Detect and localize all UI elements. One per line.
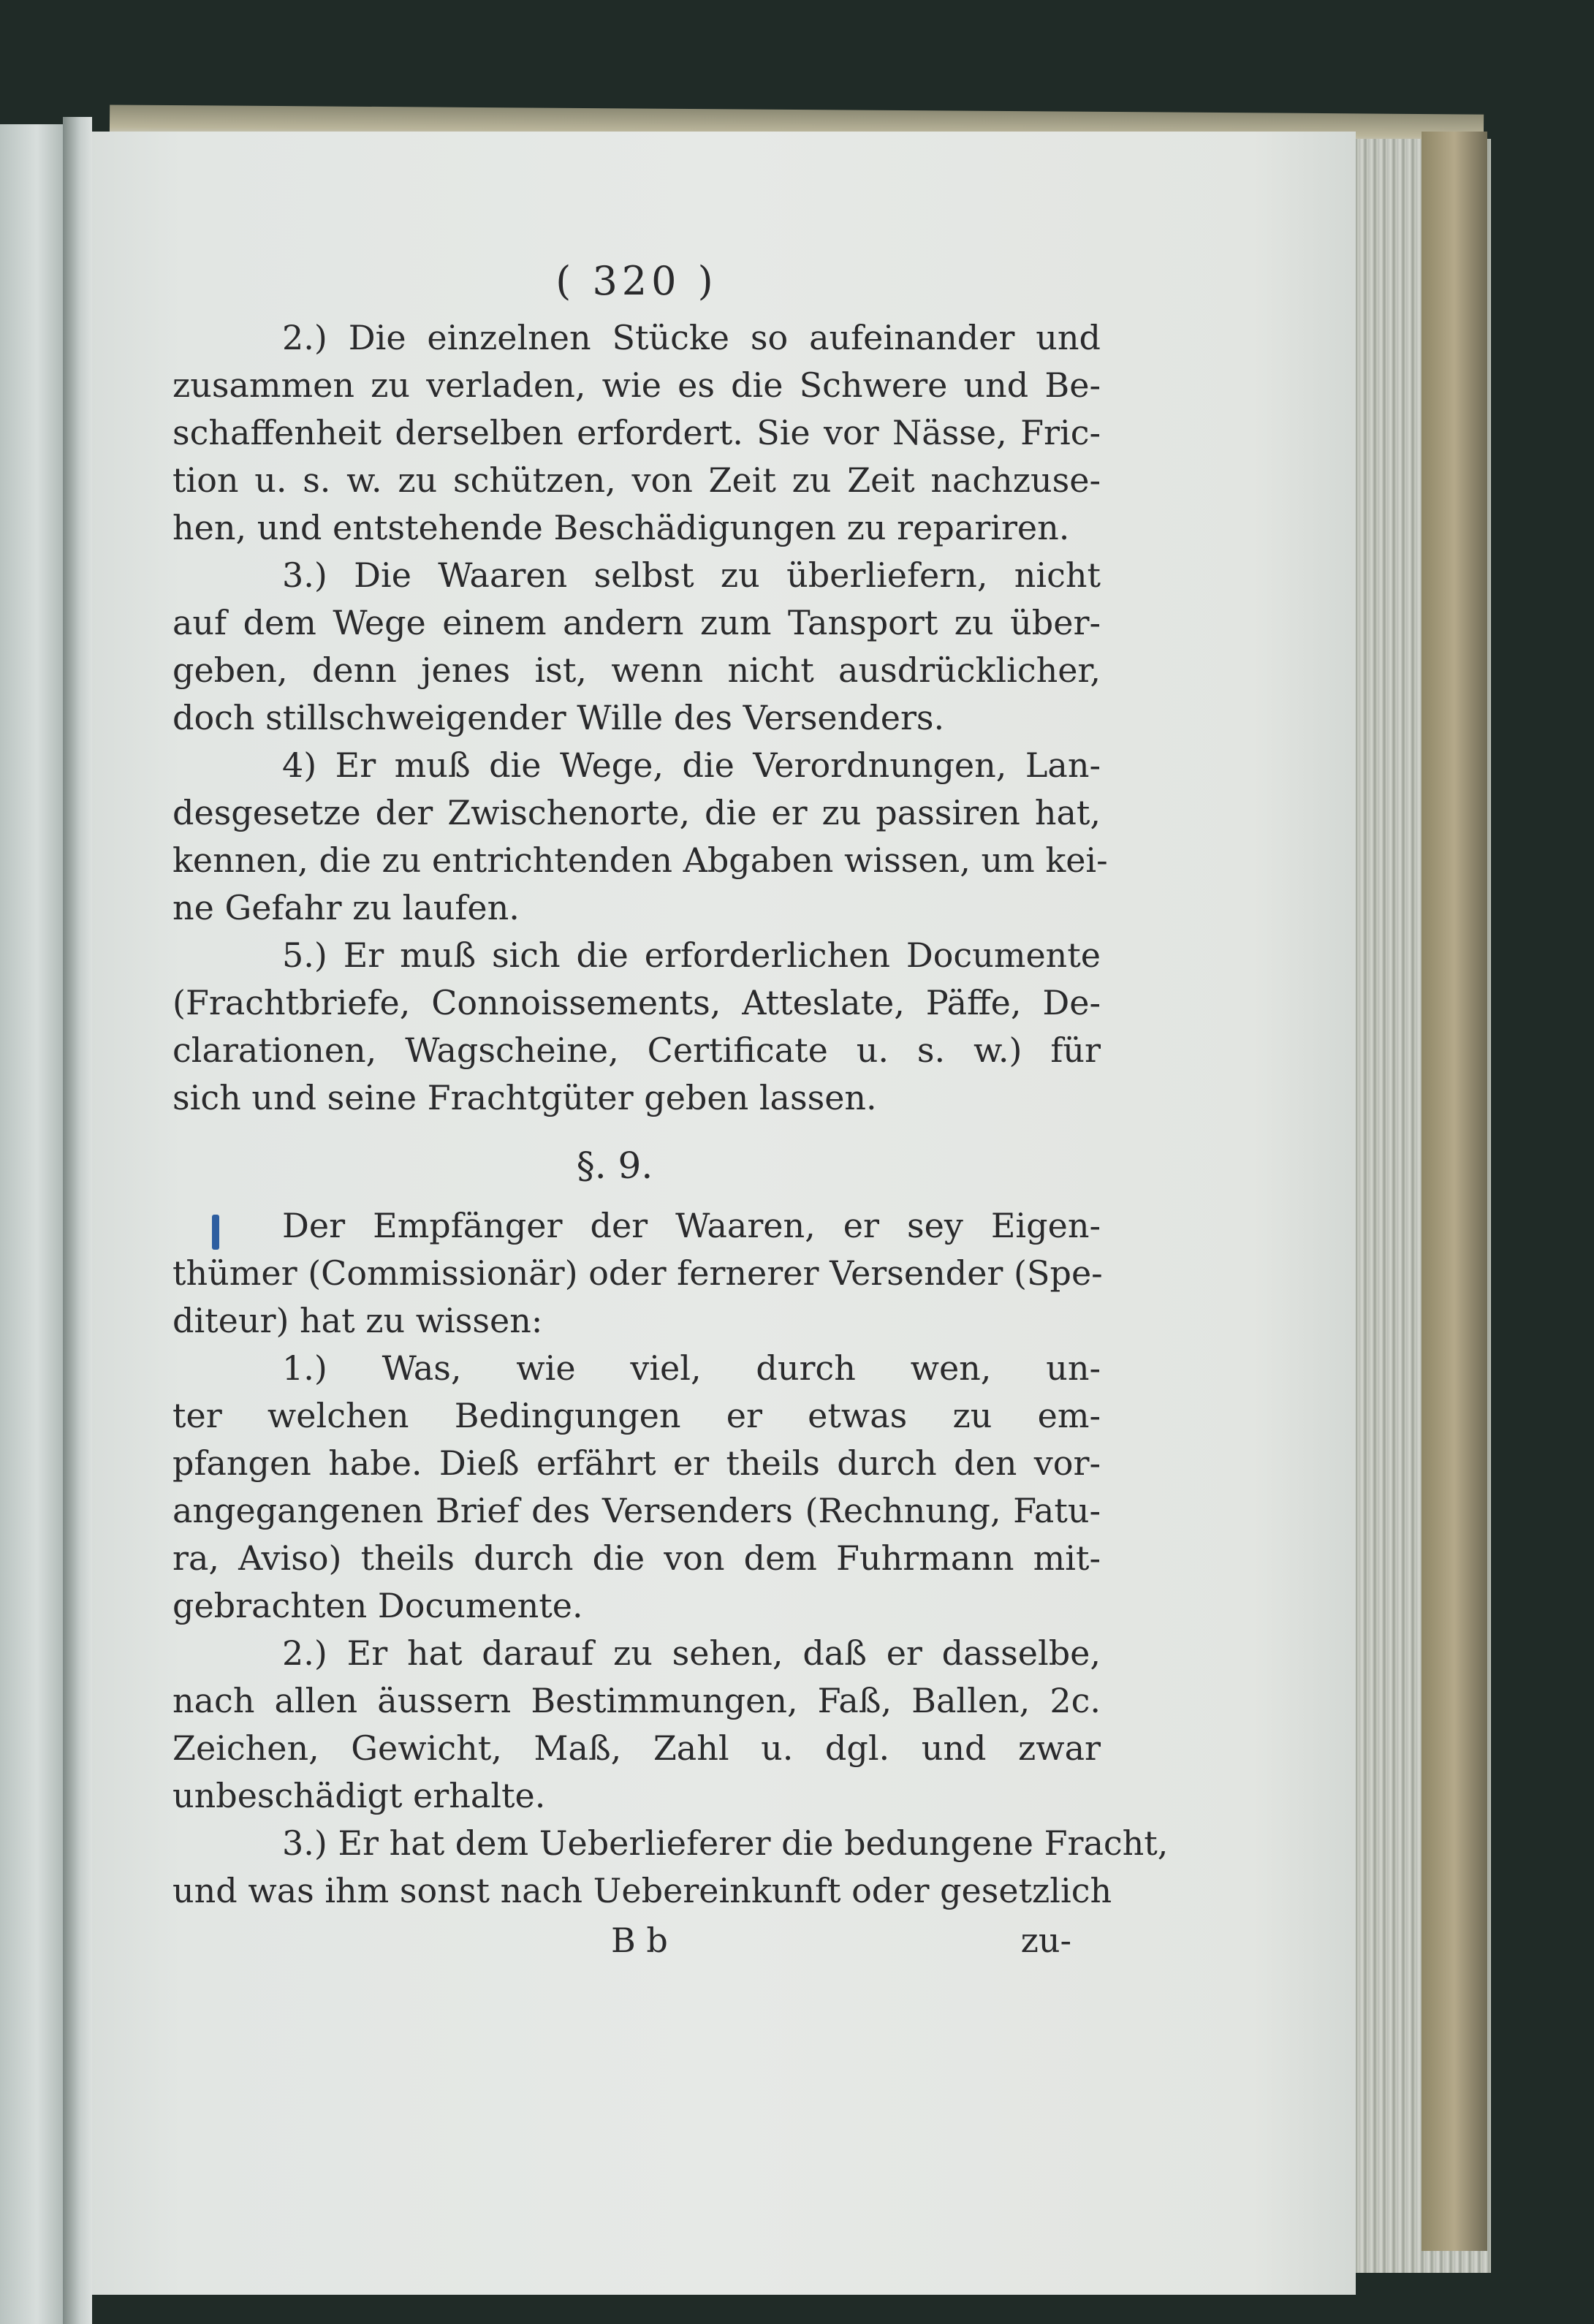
text-line: pfangen habe. Dieß erfährt er theils durch den vor- — [172, 1443, 1101, 1483]
text-line: hen, und entstehende Beschädigungen zu repariren. — [172, 508, 1070, 547]
text-line: kennen, die zu entrichtenden Abgaben wissen, um kei- — [172, 840, 1108, 880]
text-line: sich und seine Frachtgüter geben lassen. — [172, 1078, 877, 1117]
section-heading: §. 9. — [576, 1144, 653, 1187]
text-line: doch stillschweigender Wille des Versenders. — [172, 698, 945, 737]
text-line: auf dem Wege einem andern zum Tansport zu über- — [172, 603, 1101, 642]
page-text — [172, 248, 1169, 1966]
catchword: zu- — [1020, 1921, 1071, 1960]
text-line: ter welchen Bedingungen er etwas zu em- — [172, 1396, 1101, 1435]
cover-edge — [1422, 132, 1487, 2251]
text-line: ra, Aviso) theils durch die von dem Fuhrmann mit- — [172, 1538, 1101, 1578]
text-line: (Frachtbriefe, Connoissements, Atteslate, Päffe, De- — [172, 983, 1101, 1022]
facing-page-edge — [0, 124, 67, 2324]
text-line: 2.) Die einzelnen Stücke so aufeinander und — [282, 318, 1101, 357]
text-line: geben, denn jenes ist, wenn nicht ausdrücklicher, — [172, 650, 1101, 690]
text-line: 4) Er muß die Wege, die Verordnungen, Lan- — [282, 745, 1101, 785]
text-line: schaffenheit derselben erfordert. Sie vor Nässe, Fric- — [172, 413, 1101, 452]
text-line: Der Empfänger der Waaren, er sey Eigen- — [282, 1206, 1101, 1245]
text-line: 3.) Die Waaren selbst zu überliefern, nicht — [282, 555, 1101, 595]
text-line: diteur) hat zu wissen: — [172, 1301, 543, 1340]
paragraph-block-b — [172, 1202, 1169, 1915]
text-line: 5.) Er muß sich die erforderlichen Documente — [282, 935, 1101, 975]
text-line: tion u. s. w. zu schützen, von Zeit zu Zeit nachzuse- — [172, 460, 1101, 500]
text-line: unbeschädigt erhalte. — [172, 1776, 546, 1815]
text-line: nach allen äussern Bestimmungen, Faß, Ballen, 2c. — [172, 1681, 1101, 1720]
signature-mark: B b — [611, 1921, 668, 1960]
text-line: desgesetze der Zwischenorte, die er zu passiren hat, — [172, 793, 1101, 832]
text-line: gebrachten Documente. — [172, 1586, 583, 1625]
text-line: ne Gefahr zu laufen. — [172, 888, 520, 927]
page-footer — [172, 1915, 1101, 1966]
text-line: zusammen zu verladen, wie es die Schwere und Be- — [172, 365, 1101, 405]
text-line: thümer (Commissionär) oder fernerer Versender (Spe- — [172, 1253, 1103, 1293]
text-line: und was ihm sonst nach Uebereinkunft oder gesetzlich — [172, 1871, 1112, 1910]
text-line: 3.) Er hat dem Ueberlieferer die bedungene Fracht, — [282, 1823, 1169, 1863]
text-line: angegangenen Brief des Versenders (Rechnung, Fatu- — [172, 1491, 1101, 1530]
page-number: ( 320 ) — [555, 258, 718, 304]
gutter-shadow — [63, 117, 92, 2324]
text-line: Zeichen, Gewicht, Maß, Zahl u. dgl. und zwar — [172, 1728, 1101, 1768]
text-line: 2.) Er hat darauf zu sehen, daß er dasselbe, — [282, 1633, 1101, 1673]
paragraph-block-a — [172, 314, 1108, 1122]
text-line: clarationen, Wagscheine, Certificate u. s. w.) für — [172, 1030, 1101, 1070]
text-line: 1.) Was, wie viel, durch wen, un- — [282, 1348, 1101, 1388]
